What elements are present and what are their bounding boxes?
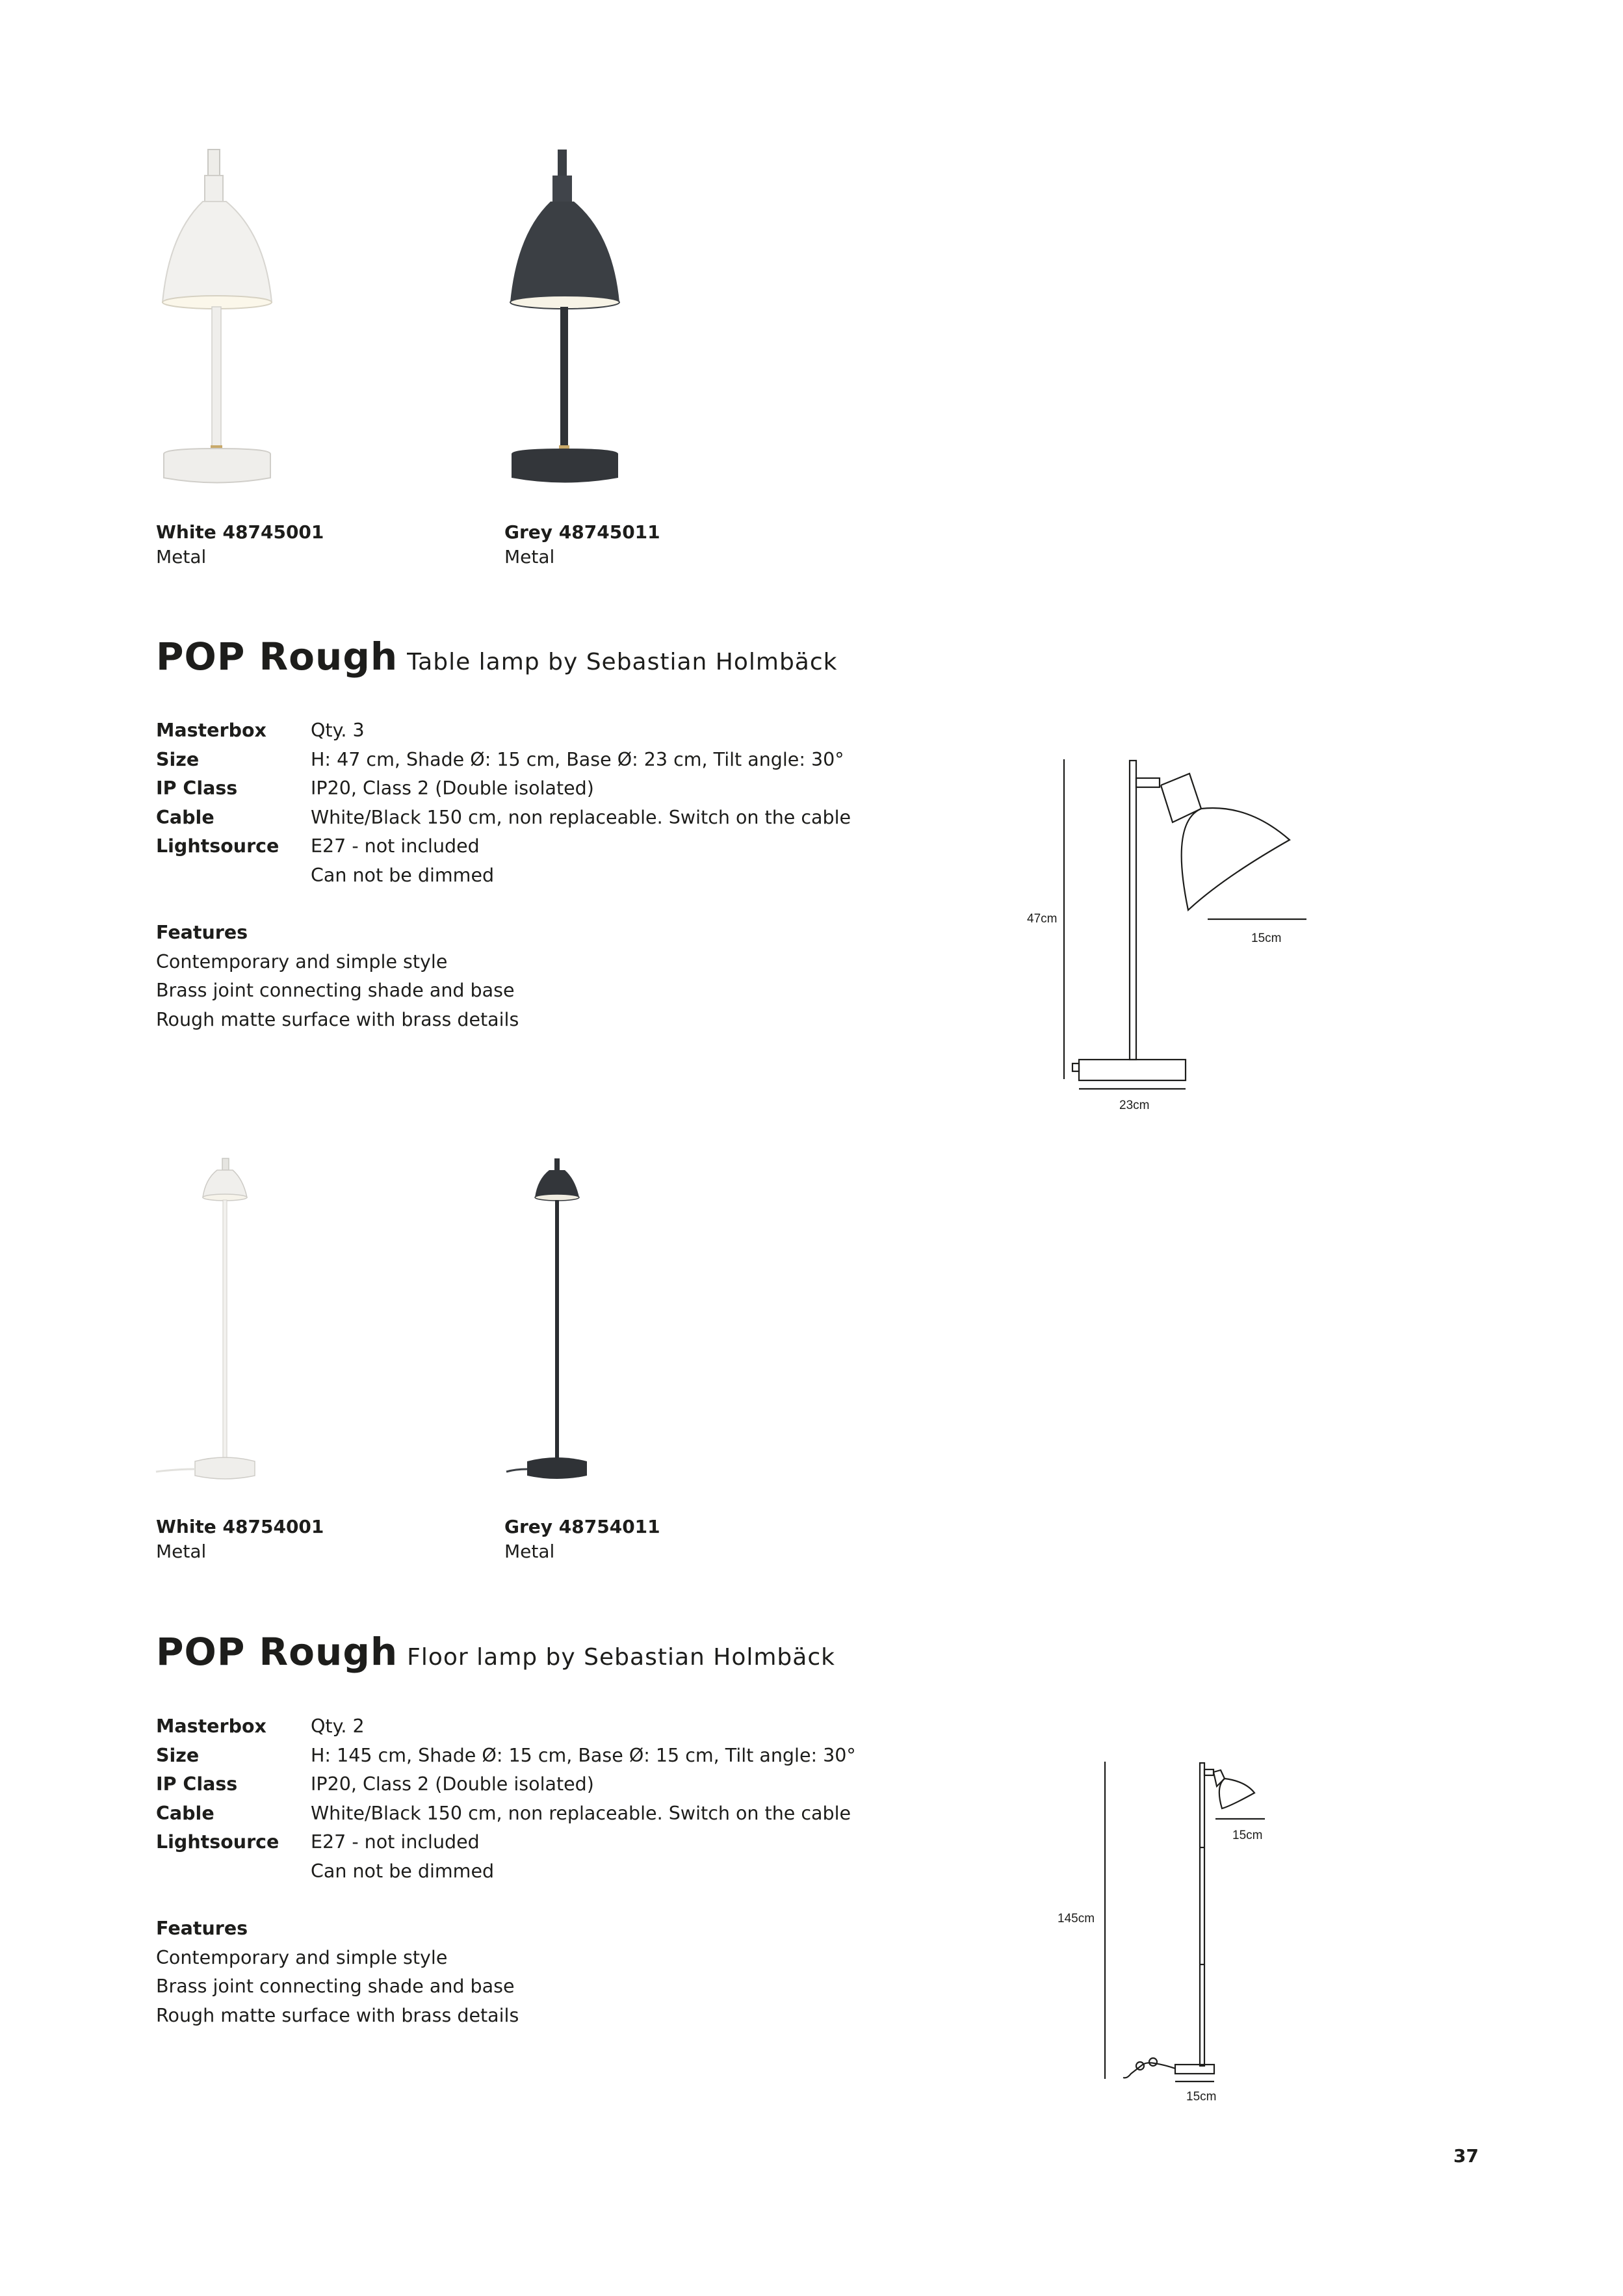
floor-lamp-white-caption bbox=[156, 1515, 324, 1564]
table-lamp-features bbox=[156, 919, 519, 1034]
spec-label: Lightsource bbox=[156, 835, 279, 857]
floor-lamp-dimension-drawing bbox=[1092, 1749, 1274, 2093]
spec-value: IP20, Class 2 (Double isolated) bbox=[311, 1773, 594, 1795]
spec-label: Masterbox bbox=[156, 720, 266, 741]
table-lamp-grey-caption bbox=[504, 520, 660, 569]
table-lamp-title bbox=[156, 634, 838, 679]
feature-item: Brass joint connecting shade and base bbox=[156, 1976, 515, 1997]
spec-label: IP Class bbox=[156, 777, 238, 799]
spec-label: Lightsource bbox=[156, 1831, 279, 1853]
spec-value: Qty. 2 bbox=[311, 1715, 365, 1737]
shade-dimension-label: 15cm bbox=[1232, 1829, 1263, 1842]
feature-item: Contemporary and simple style bbox=[156, 1946, 448, 1968]
spec-value: White/Black 150 cm, non replaceable. Switch on the cable bbox=[311, 1802, 851, 1824]
product-subtitle: Table lamp by Sebastian Holmbäck bbox=[407, 649, 838, 675]
spec-label: Cable bbox=[156, 1802, 214, 1824]
base-dimension-label: 15cm bbox=[1186, 2090, 1217, 2104]
variant-material: Metal bbox=[504, 1541, 555, 1562]
page-number: 37 bbox=[1453, 2145, 1479, 2167]
floor-lamp-white-photo bbox=[149, 1151, 286, 1495]
spec-value: White/Black 150 cm, non replaceable. Switch on the cable bbox=[311, 806, 851, 828]
feature-item: Brass joint connecting shade and base bbox=[156, 980, 515, 1001]
spec-label: Size bbox=[156, 748, 200, 770]
variant-material: Metal bbox=[156, 1541, 207, 1562]
floor-lamp-grey-photo bbox=[497, 1151, 634, 1495]
spec-label: Size bbox=[156, 1744, 200, 1766]
base-dimension-label: 23cm bbox=[1119, 1099, 1150, 1112]
variant-material: Metal bbox=[156, 546, 207, 567]
floor-lamp-grey-caption bbox=[504, 1515, 660, 1564]
spec-value: H: 145 cm, Shade Ø: 15 cm, Base Ø: 15 cm, Tilt angle: 30° bbox=[311, 1744, 856, 1766]
feature-item: Rough matte surface with brass details bbox=[156, 1008, 519, 1030]
variant-name: Grey 48745011 bbox=[504, 521, 660, 543]
spec-value: Qty. 3 bbox=[311, 720, 365, 741]
product-name: POP Rough bbox=[156, 634, 398, 679]
spec-value: E27 - not included bbox=[311, 1831, 480, 1853]
spec-label: Cable bbox=[156, 806, 214, 828]
spec-value: Can not be dimmed bbox=[311, 864, 495, 886]
spec-label: Masterbox bbox=[156, 1715, 266, 1737]
spec-value: E27 - not included bbox=[311, 835, 480, 857]
spec-label: IP Class bbox=[156, 1773, 238, 1795]
table-lamp-dimension-drawing bbox=[1053, 748, 1326, 1112]
variant-name: Grey 48754011 bbox=[504, 1516, 660, 1537]
variant-material: Metal bbox=[504, 546, 555, 567]
product-name: POP Rough bbox=[156, 1630, 398, 1674]
product-subtitle: Floor lamp by Sebastian Holmbäck bbox=[407, 1644, 835, 1671]
height-dimension-label: 145cm bbox=[1058, 1912, 1095, 1925]
features-heading: Features bbox=[156, 922, 248, 943]
variant-name: White 48745001 bbox=[156, 521, 324, 543]
table-lamp-grey-photo bbox=[497, 143, 634, 494]
shade-dimension-label: 15cm bbox=[1251, 932, 1282, 945]
height-dimension-label: 47cm bbox=[1027, 912, 1058, 926]
floor-lamp-features bbox=[156, 1914, 519, 2030]
table-lamp-white-photo bbox=[149, 143, 286, 494]
variant-name: White 48754001 bbox=[156, 1516, 324, 1537]
feature-item: Rough matte surface with brass details bbox=[156, 2004, 519, 2026]
spec-value: H: 47 cm, Shade Ø: 15 cm, Base Ø: 23 cm, Tilt angle: 30° bbox=[311, 748, 844, 770]
table-lamp-white-caption bbox=[156, 520, 324, 569]
feature-item: Contemporary and simple style bbox=[156, 950, 448, 972]
spec-value: Can not be dimmed bbox=[311, 1860, 495, 1882]
spec-value: IP20, Class 2 (Double isolated) bbox=[311, 777, 594, 799]
floor-lamp-title bbox=[156, 1630, 835, 1674]
features-heading: Features bbox=[156, 1918, 248, 1939]
